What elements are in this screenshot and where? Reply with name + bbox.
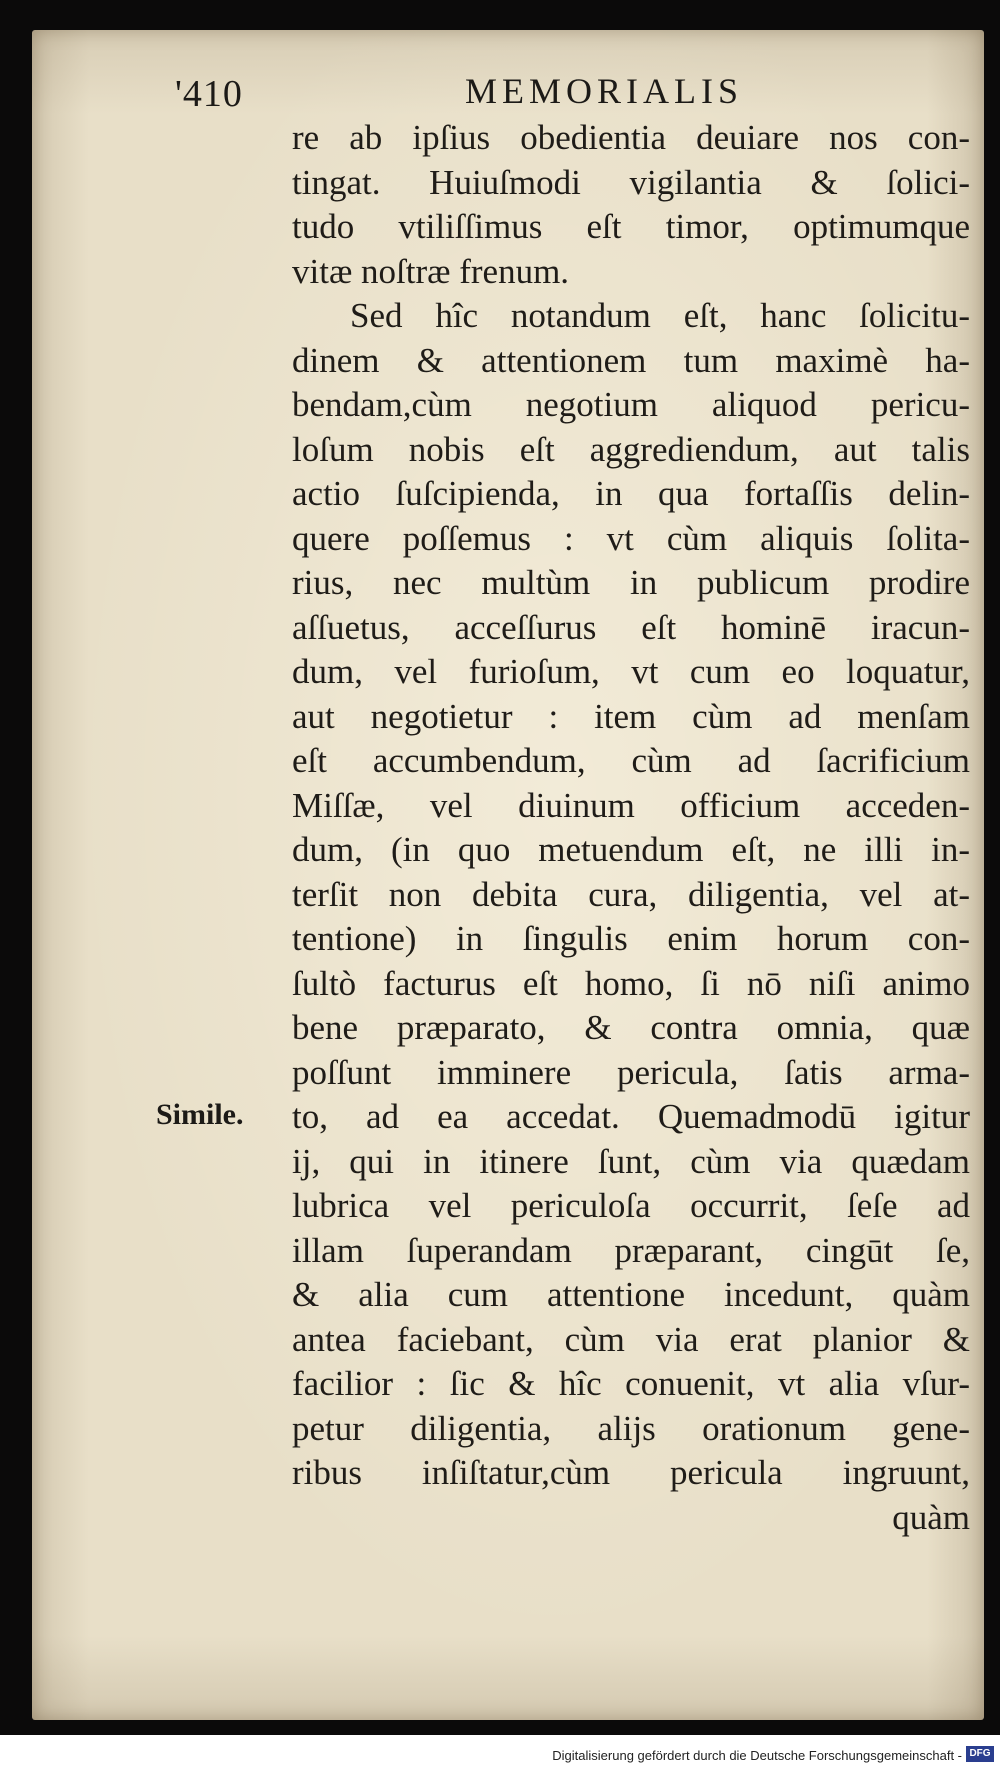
text-line: ribus inſiſtatur,cùm pericula ingruunt,: [292, 1453, 970, 1492]
text-line: illam ſuperandam præparant, cingūt ſe,: [292, 1230, 970, 1270]
text-line: lubrica vel periculoſa occurrit, ſeſe ad: [292, 1186, 970, 1225]
text-line: dum, vel furioſum, vt cum eo loquatur,: [292, 652, 970, 691]
text-line: vitæ noſtræ frenum.: [292, 251, 570, 291]
text-line: tingat. Huiuſmodi vigilantia & ſolici-: [292, 162, 970, 202]
text-line: tudo vtiliſſimus eſt timor, optimumque: [292, 207, 970, 246]
text-line: aut negotietur : item cùm ad menſam: [292, 696, 970, 736]
text-line: actio ſuſcipienda, in qua fortaſſis delin-: [292, 474, 970, 513]
text-line: facilior : ſic & hîc conuenit, vt alia vſur-: [292, 1364, 970, 1403]
text-line: quere poſſemus : vt cùm aliquis ſolita-: [292, 518, 970, 558]
text-line: & alia cum attentione incedunt, quàm: [292, 1275, 970, 1314]
catchword: quàm: [892, 1497, 970, 1537]
text-line: rius, nec multùm in publicum prodire: [292, 563, 970, 602]
text-line: loſum nobis eſt aggrediendum, aut talis: [292, 429, 970, 469]
funding-credit: Digitalisierung gefördert durch die Deutsche Forschungsgemeinschaft -: [552, 1748, 962, 1763]
text-line: tentione) in ſingulis enim horum con-: [292, 919, 970, 958]
dfg-logo: DFG: [966, 1746, 994, 1762]
text-line: ſultò facturus eſt homo, ſi nō niſi animo: [292, 963, 970, 1003]
text-line: antea faciebant, cùm via erat planior &: [292, 1319, 970, 1359]
text-line: Miſſæ, vel diuinum officium acceden-: [292, 785, 970, 825]
text-line: dum, (in quo metuendum eſt, ne illi in-: [292, 830, 970, 869]
body-text: [292, 116, 970, 1540]
text-line: to, ad ea accedat. Quemadmodū igitur: [292, 1097, 970, 1136]
text-line: bene præparato, & contra omnia, quæ: [292, 1008, 970, 1047]
text-line: aſſuetus, acceſſurus eſt hominē iracun-: [292, 607, 970, 647]
text-line: Sed hîc notandum eſt, hanc ſolicitu-: [350, 296, 970, 335]
text-line: ij, qui in itinere ſunt, cùm via quædam: [292, 1141, 970, 1181]
text-line: terſit non debita cura, diligentia, vel at-: [292, 874, 970, 914]
text-line: bendam,cùm negotium aliquod pericu-: [292, 385, 970, 424]
running-head: MEMORIALIS: [465, 71, 744, 111]
text-line: eſt accumbendum, cùm ad ſacrificium: [292, 741, 970, 780]
text-line: re ab ipſius obedientia deuiare nos con-: [292, 118, 970, 157]
text-line: petur diligentia, alijs orationum gene-: [292, 1408, 970, 1448]
text-line: dinem & attentionem tum maximè ha-: [292, 340, 970, 380]
page-number: '410: [175, 73, 243, 115]
text-line: poſſunt imminere pericula, ſatis arma-: [292, 1052, 970, 1092]
margin-note: Simile.: [156, 1098, 244, 1131]
